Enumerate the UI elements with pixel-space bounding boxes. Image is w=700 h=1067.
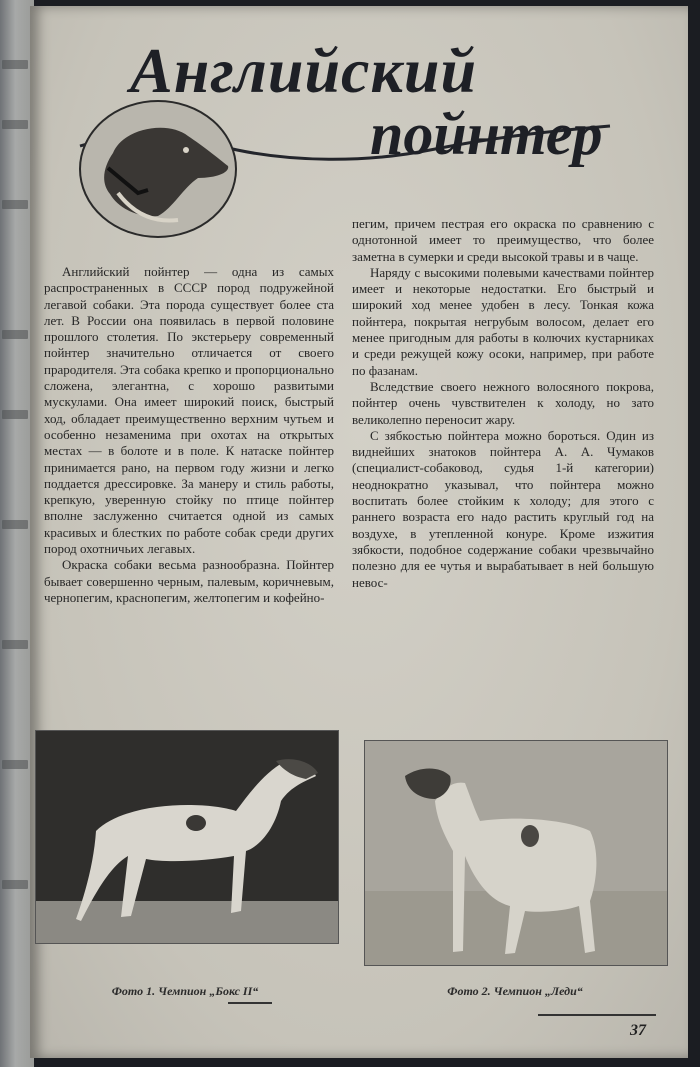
article-column-left: [44, 264, 334, 606]
photo-dog-box-ii: [35, 730, 339, 944]
photo-dog-ledi: [364, 740, 668, 966]
magazine-page: [30, 6, 688, 1058]
footer-rule: [538, 1014, 656, 1016]
article-title-line-2: пойнтер: [370, 101, 603, 167]
adjacent-page-edge: [0, 0, 34, 1067]
photo-caption-1: Фото 1. Чемпион „Бокс II“: [111, 984, 259, 998]
article-title-line-1: Английский: [130, 35, 478, 106]
paragraph: Вследствие своего нежного волосяного покрова, пойнтер очень чувствителен к холоду, но зато великолепно переносит жару.: [352, 378, 654, 427]
paragraph: Окраска собаки весьма разнообразна. Пойнтер бывает совершенно черным, палевым, коричневым, чернопегим, краснопегим, желтопегим и кофейно-: [44, 557, 334, 605]
page-number: 37: [630, 1022, 646, 1039]
caption-underline: [228, 1002, 272, 1004]
paragraph: Английский пойнтер — одна из самых распространенных в СССР пород подружейной легавой собаки. Эта порода существует более ста лет. В России она появилась в первой половине прошлого столетия. По экстерьеру современный пойнтер значительно отличается от своего прародителя. Эта собака крепко и пропорционально сложена, элегантна, с хорошо развитыми мускулами. Она имеет широкий поиск, быстрый ход, обладает преимущественно верхним чутьем и особенно незаменима при охотах на открытых местах — в болоте и в поле. К натаске пойнтер принимается рано, на первом году жизни и легко поддается дрессировке. За манеру и стиль работы, крепкую, уверенную стойку по птице пойнтер вполне заслуженно считается одной из самых красивых и блестких по работе собак среди других пород охотничьих легавых.: [44, 264, 334, 557]
article-column-right: [352, 216, 654, 591]
pointer-head-medallion: [78, 98, 238, 240]
paragraph: Наряду с высокими полевыми качествами пойнтер имеет и некоторые недостатки. Его быстрый и широкий ход менее удобен в лесу. Тонкая кожа пойнтера, покрытая негрубым волосом, делает его менее пригодным для работы в колючих кустарниках и среди режущей кожу осоки, например, при работе по фазанам.: [352, 264, 654, 378]
paragraph: С зябкостью пойнтера можно бороться. Один из виднейших знатоков пойнтера А. А. Чумаков (специалист-собаковод, судья 1-й категории) неоднократно указывал, что пойнтера можно воспитать более стойким к холоду; для этого с раннего возраста его надо растить круглый год на воздухе, в утепленной конуре. Кроме изжития зябкости, подобное содержание собаки чрезвычайно полезно для ее чутья и вырабатывает в ней большую невос-: [352, 427, 654, 590]
paragraph: пегим, причем пестрая его окраска по сравнению с однотонной имеет то преимущество, что более заметна в сумерки и среди высокой травы и в чаще.: [352, 216, 654, 264]
photo-caption-2: Фото 2. Чемпион „Леди“: [447, 984, 583, 998]
